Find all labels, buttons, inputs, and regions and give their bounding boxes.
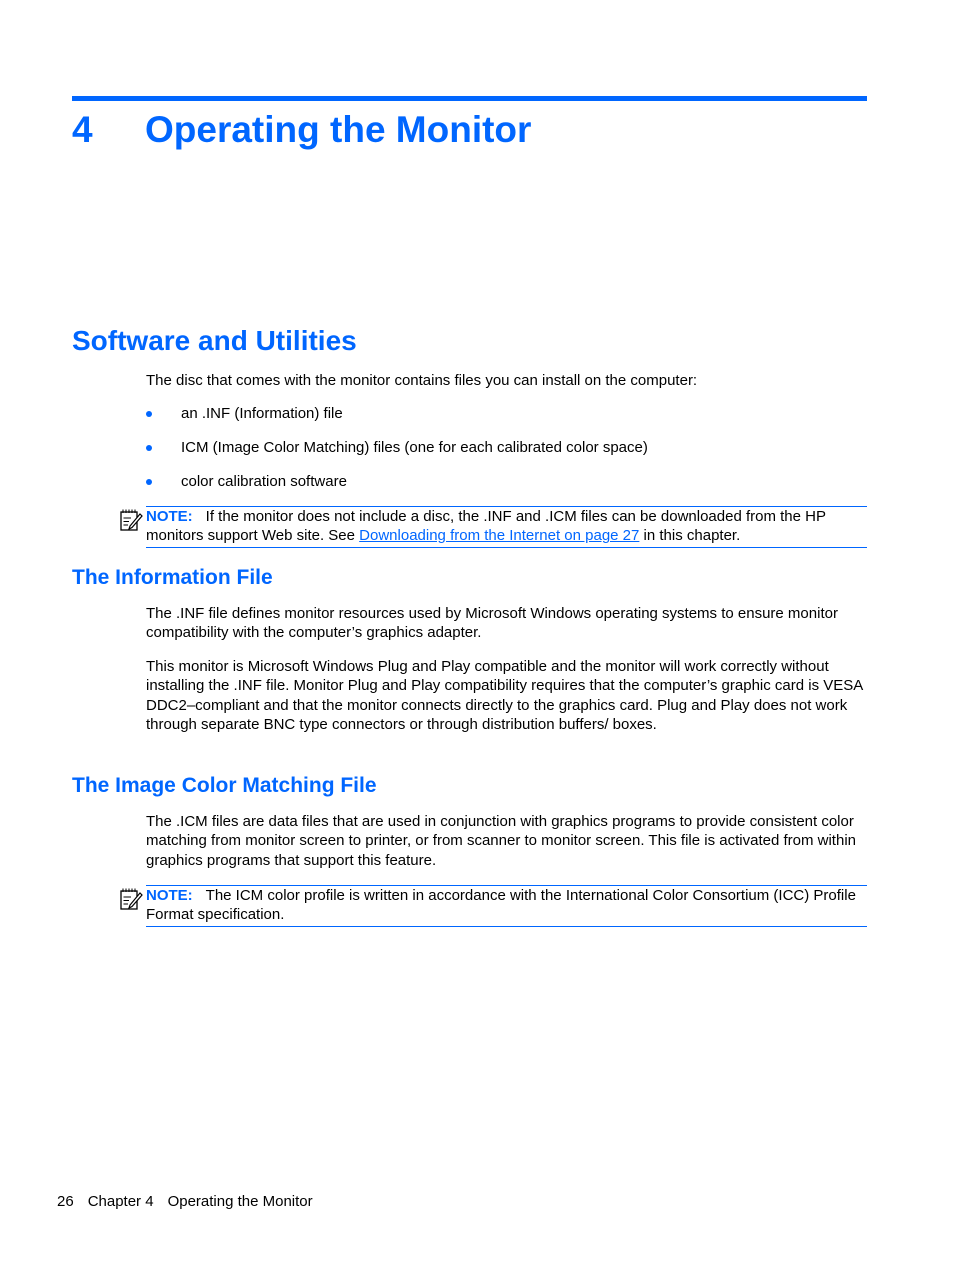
note-label: NOTE: bbox=[146, 508, 193, 525]
chapter-title bbox=[72, 106, 531, 154]
note-icon bbox=[119, 887, 143, 911]
bullet-icon bbox=[146, 411, 152, 417]
list-item-text: color calibration software bbox=[181, 473, 347, 490]
cross-reference-link[interactable]: Downloading from the Internet on page 27 bbox=[359, 527, 640, 545]
note-label: NOTE: bbox=[146, 887, 193, 904]
footer-chapter-title: Operating the Monitor bbox=[167, 1193, 313, 1210]
list-item-text: ICM (Image Color Matching) files (one for each calibrated color space) bbox=[181, 439, 648, 456]
chapter-title-text: Operating the Monitor bbox=[145, 109, 532, 150]
bullet-icon bbox=[146, 479, 152, 485]
section-heading-software: Software and Utilities bbox=[72, 325, 357, 356]
note-text: The ICM color profile is written in accordance with the International Color Consortium (ICC) Profile Format specification. bbox=[146, 887, 856, 924]
section-heading-information-file: The Information File bbox=[72, 566, 273, 589]
chapter-rule bbox=[72, 96, 867, 101]
page-number: 26 bbox=[57, 1193, 74, 1210]
paragraph: The .INF file defines monitor resources used by Microsoft Windows operating systems to ensure monitor compatibility with the computer’s graphics adapter. bbox=[146, 605, 838, 642]
bullet-icon bbox=[146, 445, 152, 451]
note-box bbox=[146, 885, 867, 927]
note-box bbox=[146, 506, 867, 548]
list-item-text: an .INF (Information) file bbox=[181, 405, 343, 422]
note-text-end: in this chapter. bbox=[639, 527, 741, 545]
note-text: If the monitor does not include a disc, the .INF and .ICM files can be downloaded from the HP monitors support Web site. See bbox=[146, 508, 826, 545]
page-footer bbox=[57, 1192, 327, 1211]
note-icon bbox=[119, 508, 143, 532]
paragraph: The .ICM files are data files that are used in conjunction with graphics programs to provide consistent color matching from monitor screen to printer, or from scanner to monitor screen. This file is activated from within graphics programs that support this feature. bbox=[146, 813, 856, 869]
chapter-number: 4 bbox=[72, 109, 93, 150]
software-intro: The disc that comes with the monitor contains files you can install on the computer: bbox=[146, 372, 698, 389]
footer-chapter-label: Chapter 4 bbox=[87, 1193, 154, 1210]
section-heading-icm-file: The Image Color Matching File bbox=[72, 774, 377, 797]
paragraph: This monitor is Microsoft Windows Plug and Play compatible and the monitor will work correctly without installing the .INF file. Monitor Plug and Play compatibility requires that the computer’s graphic card is VESA DDC2–compliant and that the monitor connects directly to the graphics card. Plug and Play does not work through separate BNC type connectors or through distribution buffers/ boxes. bbox=[146, 658, 863, 734]
